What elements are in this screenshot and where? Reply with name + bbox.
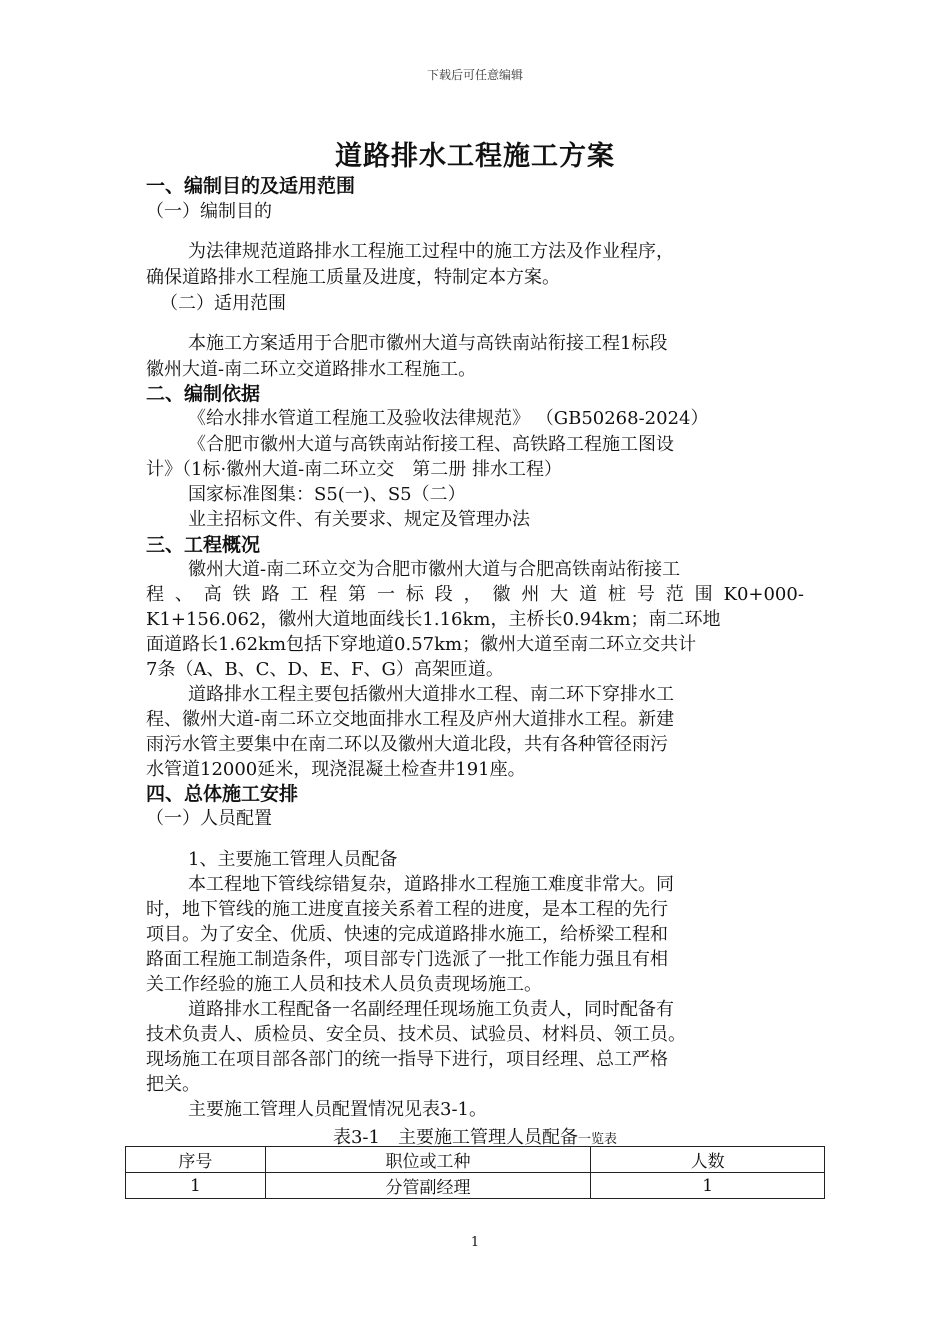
table-caption-main: 表3-1 主要施工管理人员配备 xyxy=(332,1127,578,1148)
section-heading-4: 四、总体施工安排 xyxy=(146,783,299,805)
text-segment: 高 xyxy=(203,584,222,605)
subheading-staffing: （一）人员配置 xyxy=(146,808,272,829)
paragraph-line: 确保道路排水工程施工质量及进度，特制定本方案。 xyxy=(146,267,560,288)
table-cell: 1 xyxy=(591,1173,825,1199)
paragraph-line: 项目。为了安全、优质、快速的完成道路排水施工，给桥梁工程和 xyxy=(146,924,668,945)
reference-line: 业主招标文件、有关要求、规定及管理办法 xyxy=(188,509,530,530)
text-segment: 号 xyxy=(636,584,655,605)
paragraph-line: 技术负责人、质检员、安全员、技术员、试验员、材料员、领工员。 xyxy=(146,1024,686,1045)
paragraph-line: 现场施工在项目部各部门的统一指导下进行，项目经理、总工严格 xyxy=(146,1049,668,1070)
paragraph-line-justified xyxy=(146,583,804,607)
column-header-position: 职位或工种 xyxy=(265,1147,591,1173)
text-segment: 围 xyxy=(694,584,713,605)
text-segment: 铁 xyxy=(232,584,251,605)
text-segment: 路 xyxy=(261,584,280,605)
subheading-scope: （二）适用范围 xyxy=(160,293,286,314)
text-segment: 范 xyxy=(665,584,684,605)
text-segment: 工 xyxy=(290,584,309,605)
text-segment: 程 xyxy=(319,584,338,605)
reference-line: 《给水排水管道工程施工及验收法律规范》 （GB50268-2024） xyxy=(188,408,709,429)
paragraph-line: 为法律规范道路排水工程施工过程中的施工方法及作业程序， xyxy=(188,241,674,262)
staff-table xyxy=(125,1146,825,1199)
text-segment: 第 xyxy=(348,584,367,605)
text-segment: ， xyxy=(463,584,482,605)
text-segment: 一 xyxy=(377,584,395,605)
page-number: 1 xyxy=(470,1235,480,1250)
paragraph-line: 水管道12000延米，现浇混凝土检查井191座。 xyxy=(146,759,526,780)
column-header-count: 人数 xyxy=(591,1147,825,1173)
text-segment: 州 xyxy=(521,584,540,605)
paragraph-line: 徽州大道-南二环立交为合肥市徽州大道与合肥高铁南站衔接工 xyxy=(188,559,681,580)
text-segment: 程 xyxy=(146,584,164,605)
table-cell: 1 xyxy=(126,1173,266,1199)
paragraph-line: 关工作经验的施工人员和技术人员负责现场施工。 xyxy=(146,974,542,995)
section-heading-1: 一、编制目的及适用范围 xyxy=(146,175,356,197)
reference-line: 《合肥市徽州大道与高铁南站衔接工程、高铁路工程施工图设 xyxy=(188,434,674,455)
paragraph-line: 7条（A、B、C、D、E、F、G）高架匝道。 xyxy=(146,659,504,680)
document-title: 道路排水工程施工方案 xyxy=(335,141,615,172)
text-segment: 道 xyxy=(579,584,598,605)
paragraph-line: K1+156.062，徽州大道地面线长1.16km，主桥长0.94km；南二环地 xyxy=(146,609,721,630)
paragraph-line: 本工程地下管线综错复杂，道路排水工程施工难度非常大。同 xyxy=(188,874,674,895)
table-cell: 分管副经理 xyxy=(265,1173,591,1199)
paragraph-line: 程、徽州大道-南二环立交地面排水工程及庐州大道排水工程。新建 xyxy=(146,709,675,730)
text-segment: 桩 xyxy=(608,584,626,605)
text-segment: 标 xyxy=(405,584,424,605)
table-row xyxy=(126,1173,825,1199)
reference-line: 国家标准图集：S5(一)、S5（二） xyxy=(188,484,466,505)
reference-line: 计》（1标·徽州大道-南二环立交 第二册 排水工程） xyxy=(146,459,562,480)
list-item-heading: 1、主要施工管理人员配备 xyxy=(188,849,398,870)
paragraph-line: 路面工程施工制造条件，项目部专门选派了一批工作能力强且有相 xyxy=(146,949,668,970)
paragraph-line: 道路排水工程主要包括徽州大道排水工程、南二环下穿排水工 xyxy=(188,684,674,705)
paragraph-line: 把关。 xyxy=(146,1074,200,1095)
paragraph-line: 时，地下管线的施工进度直接关系着工程的进度，是本工程的先行 xyxy=(146,899,668,920)
text-segment: 段 xyxy=(434,584,453,605)
paragraph-line: 徽州大道-南二环立交道路排水工程施工。 xyxy=(146,359,477,380)
page-header: 下载后可任意编辑 xyxy=(426,68,523,82)
text-segment: 、 xyxy=(174,584,193,605)
text-segment: 徽 xyxy=(492,584,511,605)
paragraph-line: 本施工方案适用于合肥市徽州大道与高铁南站衔接工程1标段 xyxy=(188,333,668,354)
text-segment: K0+000- xyxy=(723,584,804,605)
paragraph-line: 雨污水管主要集中在南二环以及徽州大道北段，共有各种管径雨污 xyxy=(146,734,668,755)
paragraph-line: 主要施工管理人员配置情况见表3-1。 xyxy=(188,1099,487,1120)
text-segment: 大 xyxy=(550,584,569,605)
section-heading-2: 二、编制依据 xyxy=(146,383,261,405)
table-header-row xyxy=(126,1147,825,1173)
subheading-purpose: （一）编制目的 xyxy=(146,201,272,222)
paragraph-line: 面道路长1.62km包括下穿地道0.57km；徽州大道至南二环立交共计 xyxy=(146,634,697,655)
section-heading-3: 三、工程概况 xyxy=(146,534,261,556)
table-caption-suffix: 一览表 xyxy=(577,1132,617,1147)
column-header-number: 序号 xyxy=(126,1147,266,1173)
paragraph-line: 道路排水工程配备一名副经理任现场施工负责人，同时配备有 xyxy=(188,999,674,1020)
